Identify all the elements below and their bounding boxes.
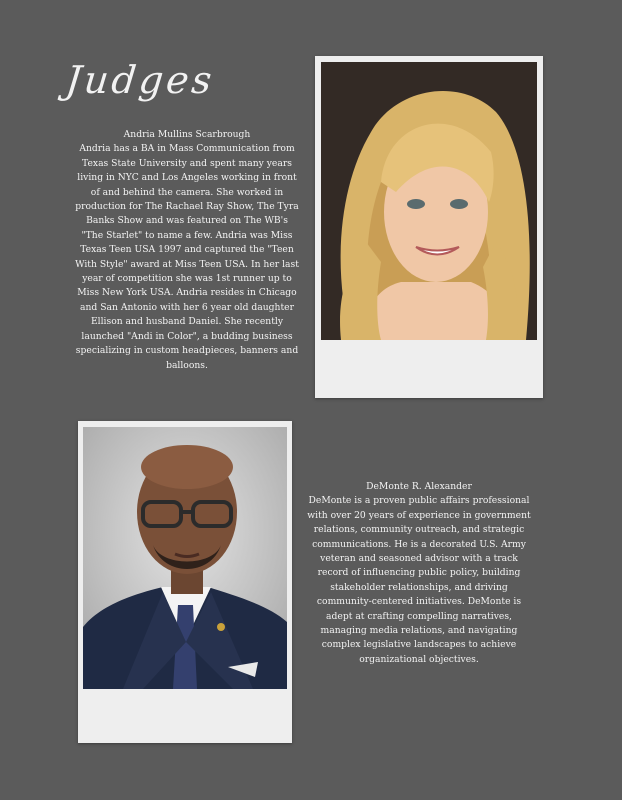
page-title: Judges <box>63 58 217 102</box>
judge-name: Andria Mullins Scarbrough <box>123 129 251 140</box>
judge-photo-frame-andria <box>315 56 543 398</box>
judge-photo-demonte <box>83 427 287 689</box>
judge-bio-andria <box>74 128 300 373</box>
judge-bio-text: Andria has a BA in Mass Communication from Texas State University and spent many years living in NYC and Los Angeles working in front of and behind the camera. She worked in production for The Rachael Ray Show, The Tyra Banks Show and was featured on The WB's "The Starlet" to name a few. Andria was Miss Texas Teen USA 1997 and captured the "Teen With Style" award at Miss Teen USA. In her last year of competition she was 1st runner up to Miss New York USA. Andria resides in Chicago and San Antonio with her 6 year old daughter Ellison and husband Daniel. She recently launched "Andi in Color", a budding business specializing in custom headpieces, banners and balloons. <box>75 143 299 371</box>
judge-photo-frame-demonte <box>78 421 292 743</box>
judge-photo-andria <box>321 62 537 340</box>
judge-name: DeMonte R. Alexander <box>366 481 472 492</box>
judge-bio-demonte <box>306 480 532 667</box>
judge-bio-text: DeMonte is a proven public affairs professional with over 20 years of experience in government relations, community outreach, and strategic communications. He is a decorated U.S. Army veteran and seasoned advisor with a track record of influencing public policy, building stakeholder relationships, and driving community-centered initiatives. DeMonte is adept at crafting compelling narratives, managing media relations, and navigating complex legislative landscapes to achieve organizational objectives. <box>307 495 531 665</box>
